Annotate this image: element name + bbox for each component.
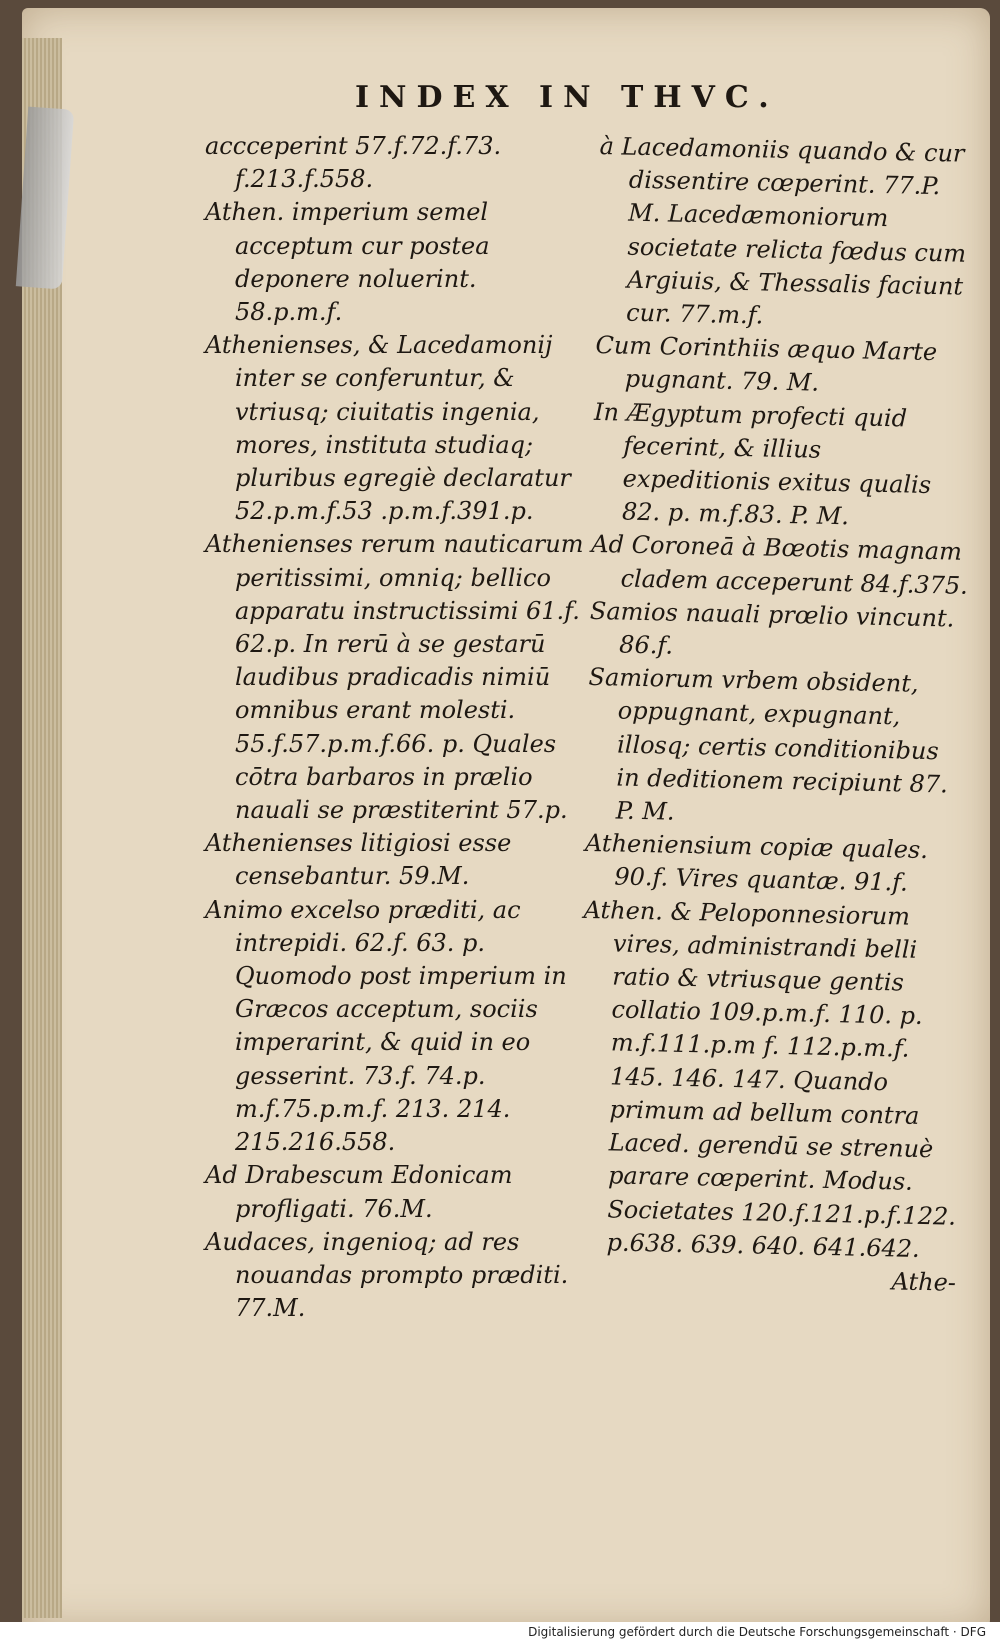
index-entry: accceperint 57.f.72.f.73. f.213.f.558. xyxy=(205,132,502,194)
index-entry: Atheniensium copiæ quales. 90.f. Vires quantæ. 91.f. xyxy=(584,829,929,898)
index-entry: Athenienses litigiosi esse censebantur. 59.M. xyxy=(205,829,512,891)
index-entry: Cum Corinthiis æquo Marte pugnant. 79. M. xyxy=(595,331,938,398)
catchword: Athe- xyxy=(891,1267,957,1297)
index-entry: Athenienses, & Lacedamonij inter se conferuntur, & vtriusq; ciuitatis ingenia, mores, instituta studiaq; pluribus egregiè declaratur 52.p.m.f.53 .p.m.f.391.p. xyxy=(205,331,571,526)
index-column-left xyxy=(205,130,585,1325)
index-entry: Samios nauali prœlio vincunt. 86.f. xyxy=(589,596,955,660)
index-entry: In Ægyptum profecti quid fecerint, & illius expeditionis exitus qualis 82. p. m.f.83. P. M. xyxy=(593,397,932,531)
page-header: INDEX IN THVC. xyxy=(355,80,779,115)
index-entry: Ad Drabescum Edonicam profligati. 76.M. xyxy=(205,1161,513,1223)
index-entry: Ad Coroneā à Bœotis magnam cladem acceperunt 84.f.375. xyxy=(591,530,969,600)
index-entry: Athen. imperium semel acceptum cur postea deponere noluerint. 58.p.m.f. xyxy=(205,198,490,327)
index-entry: à Lacedamoniis quando & cur dissentire cœperint. 77.P. M. Lacedæmoniorum societate relicta fœdus cum Argiuis, & Thessalis faciunt cur. 77.m.f. xyxy=(599,131,967,330)
index-entry: Athen. & Peloponnesiorum vires, administrandi belli ratio & vtriusque gentis collatio 109.p.m.f. 110. p. m.f.111.p.m f. 112.p.m.f. 145. 146. 147. Quando primum ad bellum contra Laced. gerendū se strenuè parare cœperint. Modus. Societates 120.f.121.p.f.122. p.638. 639. 640. 641.642. xyxy=(583,895,957,1263)
index-entry: Animo excelso præditi, ac intrepidi. 62.f. 63. p. Quomodo post imperium in Græcos acceptum, sociis imperarint, & quid in eo gesserint. 73.f. 74.p. m.f.75.p.m.f. 213. 214. 215.216.558. xyxy=(205,895,567,1157)
digitization-footer xyxy=(0,1622,1000,1644)
index-entry: Samiorum vrbem obsident, oppugnant, expugnant, illosq; certis conditionibus in deditionem recipiunt 87. P. M. xyxy=(588,663,949,826)
index-column-right xyxy=(576,130,980,1300)
index-entry: Audaces, ingenioq; ad res nouandas prompto præditi. 77.M. xyxy=(205,1227,569,1323)
index-entry: Athenienses rerum nauticarum peritissimi, omniq; bellico apparatu instructissimi 61.f. 62.p. In rerū à se gestarū laudibus pradicadis nimiū omnibus erant molesti. 55.f.57.p.m.f.66. p. Quales cōtra barbaros in prælio nauali se præstiterint 57.p. xyxy=(205,530,584,825)
footer-credit: Digitalisierung gefördert durch die Deutsche Forschungsgemeinschaft · DFG xyxy=(528,1625,986,1639)
